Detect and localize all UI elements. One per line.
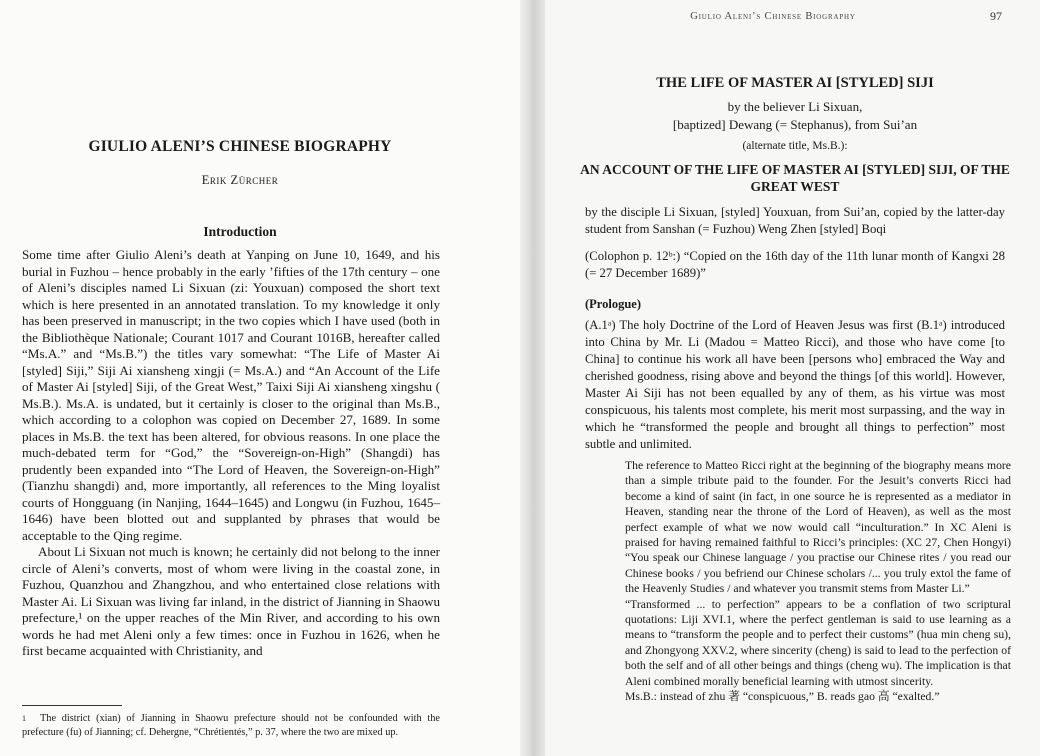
prologue-heading: (Prologue) bbox=[585, 297, 642, 311]
footnote-mark: 1 bbox=[22, 714, 26, 723]
book-gutter bbox=[520, 0, 545, 756]
right-page bbox=[545, 0, 1040, 756]
commentary-paragraph: Ms.B.: instead of zhu 著 “conspicuous,” B. reads gao 高 “exalted.” bbox=[625, 690, 940, 704]
alternate-title-note: (alternate title, Ms.B.): bbox=[742, 140, 848, 152]
translation-title: THE LIFE OF MASTER AI [STYLED] SIJI bbox=[656, 75, 934, 91]
footnote-text: The district (xian) of Jianning in Shaowu prefecture should not be confounded with the prefecture (fu) of Jianning; cf. Dehergne, “Chrétientés,” p. 37, where the two are mixed up. bbox=[22, 713, 440, 738]
footnote-divider bbox=[22, 705, 122, 706]
page-number: 97 bbox=[990, 9, 1002, 23]
paragraph: Some time after Giulio Aleni’s death at Yanping on June 10, 1649, and his burial in Fuzhou – hence probably in the early ’fifties of the 17th century – one of Aleni’s disciples named Li Sixuan (zi: Youxuan) composed the short text which is here presented in an annotated translation. To my knowledge it only has been preserved in manuscript; in the two copies which I have used (both in the Bibliothèque Nationale; Courant 1017 and Courant 1016B, hereafter called “Ms.A.” and “Ms.B.”) the titles vary somewhat: “The Life of Master Ai [styled] Siji,” Siji Ai xiansheng xingji (= Ms.A.) and “An Account of the Life of Master Ai [styled] Siji, of the Great West,” Taixi Siji Ai xiansheng xingshu ( Ms.B.). Ms.A. is undated, but it certainly is closer to the original than Ms.B., which according to a colophon was copied on December 27, 1689. In some places in Ms.B. the text has been altered, for obvious reasons. In one place the much-debated term for “God,” the “Sovereign-on-High” (Shangdi) has prudently been expanded into “The Lord of Heaven, the Sovereign-on-High” (Tianzhu shangdi) and, more importantly, all references to the Ming loyalist courts of Hongguang (in Nanjing, 1644–1645) and Longwu (in Fuzhou, 1645–1646) have been blotted out and supplanted by phrases that would be acceptable to the Qing regime. bbox=[22, 247, 440, 543]
article-title: GIULIO ALENI’S CHINESE BIOGRAPHY bbox=[88, 138, 392, 155]
section-heading: Introduction bbox=[203, 224, 277, 239]
account-title: AN ACCOUNT OF THE LIFE OF MASTER AI [STYLED] SIJI, OF THE GREAT WEST bbox=[580, 162, 1010, 194]
disciple-line bbox=[585, 204, 1005, 238]
byline: by the believer Li Sixuan, bbox=[727, 99, 863, 114]
prologue-text bbox=[585, 317, 1005, 453]
running-header: Giulio Aleni’s Chinese Biography bbox=[690, 11, 856, 22]
footnote bbox=[22, 712, 440, 739]
author-name: Erik Zürcher bbox=[201, 173, 279, 187]
colophon bbox=[585, 248, 1005, 282]
introduction-body bbox=[22, 247, 440, 660]
commentary bbox=[625, 458, 1011, 705]
byline-baptized: [baptized] Dewang (= Stephanus), from Sui’an bbox=[672, 117, 918, 132]
paragraph: (Colophon p. 12ᵇ:) “Copied on the 16th day of the 11th lunar month of Kangxi 28 (= 27 December 1689)” bbox=[585, 249, 1005, 280]
commentary-paragraph: “Transformed ... to perfection” appears to be a conflation of two scriptural quotations: Liji XVI.1, where the perfect gentleman is said to use learning as a means to “transform the people and to perfect their customs” (hua min cheng su), and Zhongyong XXV.2, where sincerity (cheng) is said to lead to the perfection of both the self and of all other beings and things (cheng wu). The implication is that Aleni combined morally beneficial learning with utmost sincerity. bbox=[625, 597, 1011, 688]
commentary-paragraph: The reference to Matteo Ricci right at the beginning of the biography means more than a simple tribute paid to the founder. For the Jesuit’s converts Ricci had become a kind of saint (in fact, in one source he is represented as a mediator in Heaven, standing near the throne of the Lord of Heaven), as well as the most perfect example of what we now would call “inculturation.” In XC Aleni is praised for having remained faithful to Ricci’s principles: (XC 27, Chen Hongyi) “You speak our Chinese language / you practise our Chinese rites / you read our Chinese books / you befriend our Chinese scholars /... you truly extol the fame of the Heavenly Studies / and whatever you transmit stems from Master Li.” bbox=[625, 459, 1011, 596]
paragraph: by the disciple Li Sixuan, [styled] Youxuan, from Sui’an, copied by the latter-day student from Sanshan (= Fuzhou) Weng Zhen [styled] Boqi bbox=[585, 205, 1005, 236]
paragraph: About Li Sixuan not much is known; he certainly did not belong to the inner circle of Aleni’s converts, most of whom were living in the coastal zone, in Fuzhou, Quanzhou and Zhangzhou, and who entertained close relations with Master Ai. Li Sixuan was living far inland, in the district of Jianning in Shaowu prefecture,¹ on the upper reaches of the Min River, and according to his own words he had met Aleni only a few times: once in Fuzhou in 1626, when he first became acquainted with Christianity, and bbox=[22, 544, 440, 658]
paragraph: (A.1ᵃ) The holy Doctrine of the Lord of Heaven Jesus was first (B.1ᵃ) introduced into China by Mr. Li (Madou = Matteo Ricci), and those who have come [to China] to continue his work all have been [persons who] embraced the Way and cherished goodness, rising above and beyond the things [of this world]. However, Master Ai Siji has not been equalled by any of them, as his virtue was most conspicuous, his talents most complete, his merit most surpassing, and the way in which he “transformed the people and brought all things to perfection” most subtle and unlimited. bbox=[585, 318, 1005, 451]
